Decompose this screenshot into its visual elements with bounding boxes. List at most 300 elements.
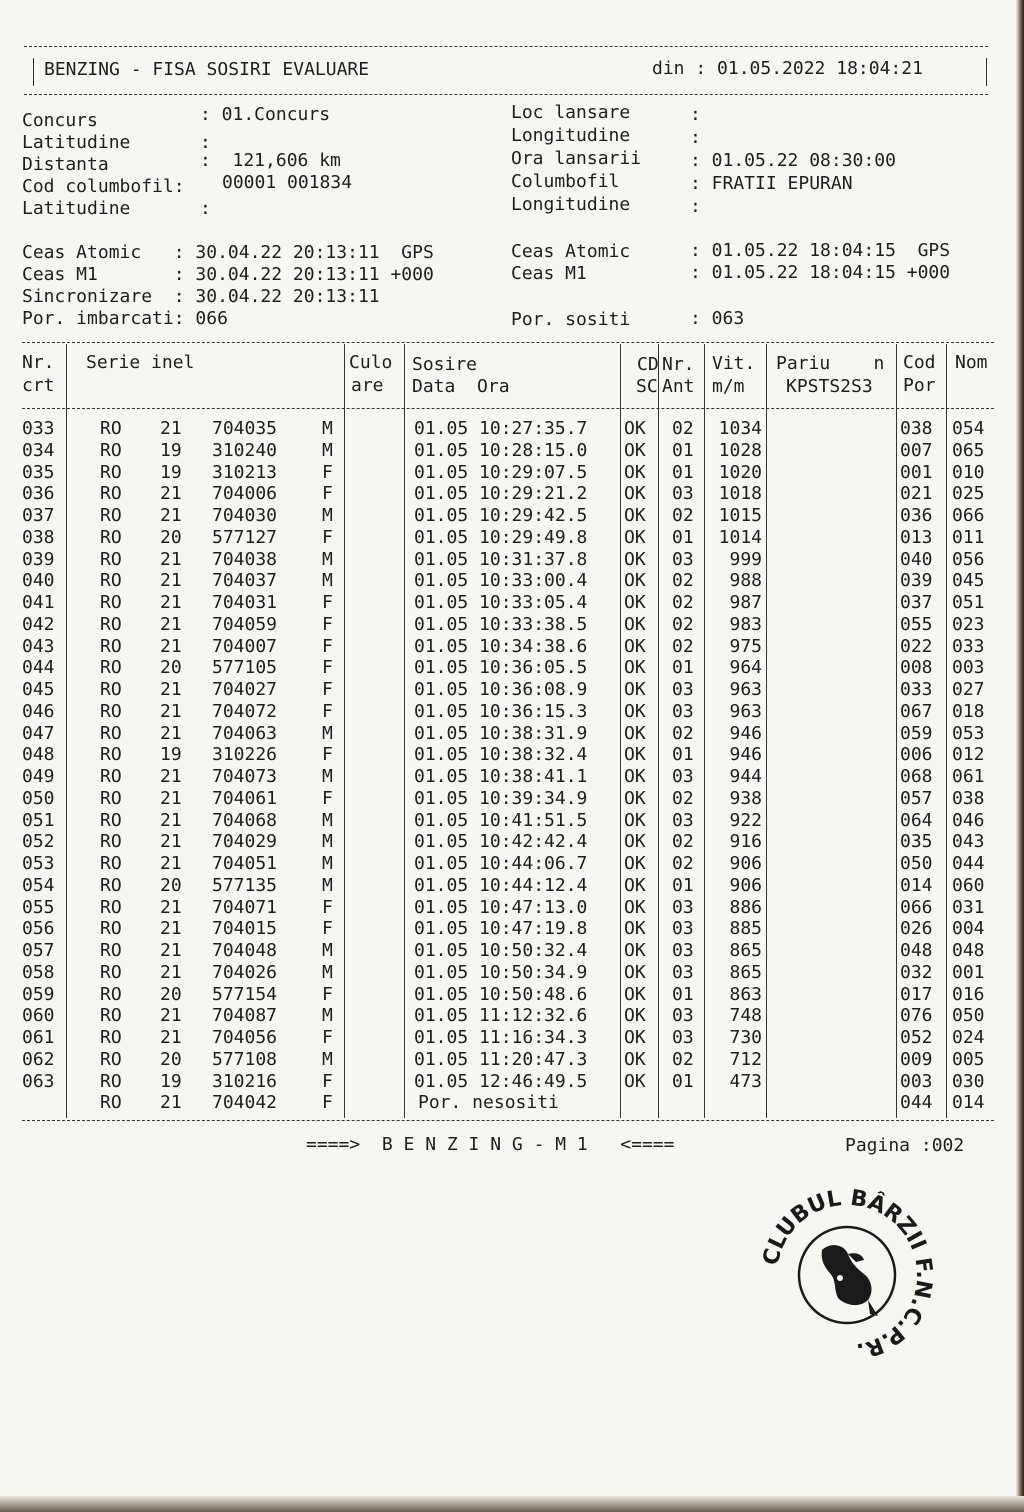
cell-cdsc: OK <box>624 1005 646 1027</box>
report-title: BENZING - FISA SOSIRI EVALUARE <box>44 59 370 80</box>
cell-ring-number: 577127 <box>212 526 278 548</box>
table-row <box>0 984 1024 1006</box>
cell-nr-ant: 02 <box>672 787 694 809</box>
cell-nr-crt: 033 <box>22 418 55 439</box>
cell-cod-por: 021 <box>900 483 933 505</box>
ora-lansarii-label: Ora lansarii <box>511 148 642 169</box>
cell-sex: F <box>322 483 333 505</box>
cell-country: RO <box>100 613 122 635</box>
cell-sosire: 01.05 10:44:12.4 <box>414 874 588 896</box>
table-row <box>0 483 1024 505</box>
cell-sex: M <box>322 853 333 874</box>
cell-nom: 050 <box>952 1005 985 1027</box>
header-right-edge <box>986 58 987 86</box>
cell-country: RO <box>100 592 122 613</box>
cell-cdsc: OK <box>624 961 646 983</box>
cell-nr-crt: 048 <box>22 744 55 766</box>
cell-viteza: 1020 <box>718 461 762 483</box>
cell-year: 19 <box>160 461 182 483</box>
cell-nr-crt: 047 <box>22 722 55 744</box>
cell-viteza: 963 <box>729 700 762 722</box>
cell-nom: 031 <box>952 896 985 918</box>
table-bottom-border <box>22 1120 994 1121</box>
cell-sex: M <box>322 1005 333 1027</box>
cell-year: 21 <box>160 505 182 526</box>
cell-nom: 025 <box>952 483 985 505</box>
cell-sosire: 01.05 10:50:34.9 <box>414 961 588 983</box>
cell-nom: 053 <box>952 722 985 744</box>
cell-nr-ant: 03 <box>672 918 694 940</box>
cell-country: RO <box>100 657 122 679</box>
cell-ring-number: 704063 <box>212 722 278 744</box>
cell-nr-crt: 046 <box>22 700 55 722</box>
cell-viteza: 946 <box>729 722 762 744</box>
top-border <box>24 46 988 47</box>
cell-nr-crt: 051 <box>22 809 55 831</box>
cell-nom: 005 <box>952 1048 985 1070</box>
cell-cdsc: OK <box>624 592 646 613</box>
cod-columbofil-label: Cod columbofil: <box>22 176 185 197</box>
cell-ring-number: 704038 <box>212 548 278 570</box>
cell-cdsc: OK <box>624 418 646 439</box>
cell-country: RO <box>100 722 122 744</box>
table-row <box>0 897 1024 919</box>
cell-nr-crt: 034 <box>22 439 55 461</box>
ceas-atomic-start: Ceas Atomic : 30.04.22 20:13:11 GPS <box>22 242 434 263</box>
header-nr-ant: Nr. <box>662 354 695 375</box>
cell-viteza: 1028 <box>718 439 762 461</box>
cell-nr-crt: 055 <box>22 896 55 918</box>
cell-country: RO <box>100 1048 122 1070</box>
cell-country: RO <box>100 505 122 526</box>
cell-cdsc: OK <box>624 744 646 766</box>
cell-sex: M <box>322 961 333 983</box>
cell-sex: M <box>322 1048 333 1070</box>
table-row <box>0 592 1024 614</box>
cell-country: RO <box>100 766 122 787</box>
ora-lansarii-value: : 01.05.22 08:30:00 <box>690 150 896 171</box>
footer-banner: ====> B E N Z I N G - M 1 <==== <box>306 1134 675 1155</box>
cell-country: RO <box>100 1005 122 1027</box>
stamp-ring-text: CLUBUL BÂRZII F.N.C.P.R. <box>758 1185 937 1364</box>
cell-sex: M <box>322 570 333 592</box>
cell-nr-ant: 01 <box>672 439 694 461</box>
cell-nr-crt: 037 <box>22 505 55 526</box>
cell-cod-por: 040 <box>900 548 933 570</box>
cell-nr-crt: 036 <box>22 483 55 505</box>
cell-year: 20 <box>160 1048 182 1070</box>
table-row <box>0 679 1024 701</box>
cell-cod-por: 066 <box>900 896 933 918</box>
table-row <box>0 962 1024 984</box>
cell-sosire: 01.05 10:44:06.7 <box>414 853 588 874</box>
cell-year: 21 <box>160 831 182 853</box>
cell-cod-por: 032 <box>900 961 933 983</box>
cell-sex: F <box>322 744 333 766</box>
cell-nom: 024 <box>952 1027 985 1048</box>
table-row <box>0 549 1024 571</box>
cell-country: RO <box>100 1092 122 1114</box>
cell-viteza: 748 <box>729 1005 762 1027</box>
header-mm: m/m <box>712 376 745 397</box>
cell-year: 21 <box>160 592 182 613</box>
cell-country: RO <box>100 700 122 722</box>
cell-year: 21 <box>160 940 182 961</box>
cell-cdsc: OK <box>624 983 646 1005</box>
cell-year: 19 <box>160 1070 182 1092</box>
cell-sosire: 01.05 10:33:05.4 <box>414 592 588 613</box>
cell-sex: M <box>322 722 333 744</box>
cell-sosire: 01.05 10:29:49.8 <box>414 526 588 548</box>
cell-nr-crt: 063 <box>22 1070 55 1092</box>
cell-nr-ant: 03 <box>672 766 694 787</box>
cell-nr-crt: 040 <box>22 570 55 592</box>
cell-nom: 066 <box>952 505 985 526</box>
cell-sex: F <box>322 461 333 483</box>
cell-nom: 038 <box>952 787 985 809</box>
cell-cdsc: OK <box>624 809 646 831</box>
porumbei-imbarcati: Por. imbarcati: 066 <box>22 308 228 329</box>
cell-sosire: 01.05 10:36:08.9 <box>414 679 588 700</box>
cell-cod-por: 033 <box>900 679 933 700</box>
cell-viteza: 1014 <box>718 526 762 548</box>
header-cod: Cod <box>903 352 936 373</box>
page-number: Pagina :002 <box>845 1135 965 1156</box>
cell-ring-number: 310226 <box>212 744 278 766</box>
cell-ring-number: 704072 <box>212 700 278 722</box>
cell-ring-number: 704007 <box>212 635 278 657</box>
cell-sex: F <box>322 1092 333 1114</box>
cell-nr-crt: 050 <box>22 787 55 809</box>
cell-cod-por: 035 <box>900 831 933 853</box>
cell-nom: 056 <box>952 548 985 570</box>
header-sosire: Sosire <box>412 354 478 375</box>
cell-sosire: 01.05 11:12:32.6 <box>414 1005 588 1027</box>
loc-lansare-value: : <box>690 104 701 125</box>
cell-sosire: 01.05 10:38:32.4 <box>414 744 588 766</box>
cell-year: 21 <box>160 700 182 722</box>
cell-viteza: 886 <box>729 896 762 918</box>
cell-year: 21 <box>160 483 182 505</box>
cell-sex: F <box>322 896 333 918</box>
cell-year: 21 <box>160 918 182 940</box>
cell-sex: F <box>322 679 333 700</box>
cell-sex: M <box>322 548 333 570</box>
cell-nr-crt: 060 <box>22 1005 55 1027</box>
cell-nr-ant: 02 <box>672 505 694 526</box>
cell-nr-crt: 054 <box>22 874 55 896</box>
cell-sosire: 01.05 11:20:47.3 <box>414 1048 588 1070</box>
porumbei-sositi-label: Por. sositi <box>511 309 631 330</box>
cell-year: 21 <box>160 961 182 983</box>
cell-country: RO <box>100 896 122 918</box>
cell-cod-por: 044 <box>900 1092 933 1114</box>
cell-country: RO <box>100 787 122 809</box>
cell-nom: 033 <box>952 635 985 657</box>
cell-year: 21 <box>160 809 182 831</box>
cell-sex: F <box>322 613 333 635</box>
cell-cod-por: 059 <box>900 722 933 744</box>
cell-viteza: 1018 <box>718 483 762 505</box>
pigeon-icon <box>822 1245 878 1316</box>
columbofil-value: : FRATII EPURAN <box>690 173 853 194</box>
header-crt: crt <box>22 375 55 396</box>
cell-ring-number: 310240 <box>212 439 278 461</box>
cell-year: 20 <box>160 874 182 896</box>
cell-sosire: 01.05 12:46:49.5 <box>414 1070 588 1092</box>
cell-sex: F <box>322 1070 333 1092</box>
cell-viteza: 988 <box>729 570 762 592</box>
table-row <box>0 1071 1024 1093</box>
cell-nr-ant: 01 <box>672 983 694 1005</box>
cell-viteza: 946 <box>729 744 762 766</box>
cell-nr-ant: 03 <box>672 940 694 961</box>
cell-year: 21 <box>160 722 182 744</box>
cell-nom: 043 <box>952 831 985 853</box>
cell-sex: M <box>322 940 333 961</box>
cell-nr-ant: 03 <box>672 679 694 700</box>
cell-nom: 045 <box>952 570 985 592</box>
header-ant: Ant <box>662 376 695 397</box>
cell-nom: 065 <box>952 439 985 461</box>
cell-cod-por: 057 <box>900 787 933 809</box>
cell-nom: 012 <box>952 744 985 766</box>
stamp-graphic <box>752 1180 942 1370</box>
cell-viteza: 963 <box>729 679 762 700</box>
cell-nr-crt: 038 <box>22 526 55 548</box>
header-kpsts: KPSTS2S3 <box>786 376 873 397</box>
cell-year: 21 <box>160 1092 182 1114</box>
cell-nom: 030 <box>952 1070 985 1092</box>
cell-viteza: 906 <box>729 874 762 896</box>
concurs-value: : 01.Concurs <box>200 104 331 125</box>
cell-cod-por: 003 <box>900 1070 933 1092</box>
report-date: din : 01.05.2022 18:04:21 <box>652 58 923 79</box>
cell-sosire: 01.05 10:36:05.5 <box>414 657 588 679</box>
cell-nom: 003 <box>952 657 985 679</box>
cell-nr-crt: 043 <box>22 635 55 657</box>
cell-cod-por: 017 <box>900 983 933 1005</box>
table-row <box>0 527 1024 549</box>
header-vit: Vit. <box>712 353 756 374</box>
cell-cod-por: 026 <box>900 918 933 940</box>
cell-nr-ant: 01 <box>672 874 694 896</box>
cell-nr-ant: 01 <box>672 1070 694 1092</box>
cell-cdsc: OK <box>624 439 646 461</box>
table-row <box>0 723 1024 745</box>
cell-viteza: 964 <box>729 657 762 679</box>
cell-nr-crt: 053 <box>22 853 55 874</box>
ceas-m1-end-value: : 01.05.22 18:04:15 +000 <box>690 262 951 283</box>
cell-sex: F <box>322 592 333 613</box>
cell-country: RO <box>100 874 122 896</box>
cell-ring-number: 704029 <box>212 831 278 853</box>
cell-sex: M <box>322 809 333 831</box>
latitudine2-value: : <box>200 198 211 219</box>
cell-cod-por: 076 <box>900 1005 933 1027</box>
cell-country: RO <box>100 439 122 461</box>
cell-cdsc: OK <box>624 483 646 505</box>
cell-ring-number: 704030 <box>212 505 278 526</box>
cell-country: RO <box>100 548 122 570</box>
scan-edge-bottom <box>0 1496 1024 1512</box>
cell-year: 21 <box>160 679 182 700</box>
cell-nom: 044 <box>952 853 985 874</box>
cell-country: RO <box>100 1027 122 1048</box>
cell-country: RO <box>100 679 122 700</box>
cell-ring-number: 704087 <box>212 1005 278 1027</box>
cell-cdsc: OK <box>624 505 646 526</box>
cell-sosire: 01.05 10:29:07.5 <box>414 461 588 483</box>
table-row <box>0 810 1024 832</box>
cell-cdsc: OK <box>624 874 646 896</box>
cell-ring-number: 704006 <box>212 483 278 505</box>
cell-nr-crt: 059 <box>22 983 55 1005</box>
cell-sex: F <box>322 635 333 657</box>
table-row <box>0 1005 1024 1027</box>
cell-nr-crt: 044 <box>22 657 55 679</box>
cell-ring-number: 704056 <box>212 1027 278 1048</box>
cell-nr-ant: 01 <box>672 657 694 679</box>
cell-cod-por: 052 <box>900 1027 933 1048</box>
cell-sosire: 01.05 11:16:34.3 <box>414 1027 588 1048</box>
cell-ring-number: 310216 <box>212 1070 278 1092</box>
cell-sex: F <box>322 983 333 1005</box>
cell-viteza: 999 <box>729 548 762 570</box>
cell-nr-crt: 061 <box>22 1027 55 1048</box>
cell-cdsc: OK <box>624 722 646 744</box>
cell-nom: 046 <box>952 809 985 831</box>
cell-year: 21 <box>160 766 182 787</box>
cell-ring-number: 704051 <box>212 853 278 874</box>
cell-year: 21 <box>160 570 182 592</box>
cell-nom: 004 <box>952 918 985 940</box>
cell-country: RO <box>100 483 122 505</box>
cell-nr-ant: 03 <box>672 548 694 570</box>
cell-sex: M <box>322 418 333 439</box>
cell-nr-ant: 02 <box>672 592 694 613</box>
cell-ring-number: 704068 <box>212 809 278 831</box>
cell-nom: 016 <box>952 983 985 1005</box>
cell-nom: 027 <box>952 679 985 700</box>
cell-nr-ant: 03 <box>672 700 694 722</box>
longitudine-label: Longitudine <box>511 125 631 146</box>
cell-cod-por: 048 <box>900 940 933 961</box>
cell-nr-ant: 02 <box>672 1048 694 1070</box>
table-row <box>0 701 1024 723</box>
cell-sosire: 01.05 10:47:19.8 <box>414 918 588 940</box>
cell-sosire: 01.05 10:50:48.6 <box>414 983 588 1005</box>
cell-country: RO <box>100 635 122 657</box>
ceas-m1-start: Ceas M1 : 30.04.22 20:13:11 +000 <box>22 264 434 285</box>
cell-year: 21 <box>160 787 182 809</box>
distanta-label: Distanta <box>22 154 109 175</box>
cell-cod-por: 006 <box>900 744 933 766</box>
cell-cod-por: 037 <box>900 592 933 613</box>
table-row <box>0 657 1024 679</box>
cell-cod-por: 064 <box>900 809 933 831</box>
cell-sex: F <box>322 787 333 809</box>
cell-year: 19 <box>160 439 182 461</box>
header-cd: CD <box>637 354 659 375</box>
cell-cod-por: 001 <box>900 461 933 483</box>
table-row <box>0 614 1024 636</box>
cell-sex: M <box>322 766 333 787</box>
ceas-atomic-end-value: : 01.05.22 18:04:15 GPS <box>690 240 951 261</box>
cell-country: RO <box>100 744 122 766</box>
cell-year: 21 <box>160 853 182 874</box>
cell-year: 21 <box>160 635 182 657</box>
cod-columbofil-value: 00001 001834 <box>222 172 353 193</box>
header-culo: Culo <box>349 352 393 373</box>
cell-country: RO <box>100 809 122 831</box>
cell-viteza: 863 <box>729 983 762 1005</box>
cell-country: RO <box>100 461 122 483</box>
cell-nom: 023 <box>952 613 985 635</box>
cell-cdsc: OK <box>624 700 646 722</box>
cell-cdsc: OK <box>624 831 646 853</box>
cell-cdsc: OK <box>624 1048 646 1070</box>
cell-nr-ant: 03 <box>672 1027 694 1048</box>
cell-sosire: 01.05 10:33:38.5 <box>414 613 588 635</box>
cell-ring-number: 704061 <box>212 787 278 809</box>
cell-nr-ant: 02 <box>672 722 694 744</box>
cell-cdsc: OK <box>624 570 646 592</box>
cell-nom: 060 <box>952 874 985 896</box>
cell-ring-number: 310213 <box>212 461 278 483</box>
cell-cod-por: 009 <box>900 1048 933 1070</box>
cell-sex: M <box>322 874 333 896</box>
cell-sosire: 01.05 10:29:21.2 <box>414 483 588 505</box>
table-top-border <box>22 342 994 343</box>
cell-nr-ant: 03 <box>672 961 694 983</box>
cell-cod-por: 068 <box>900 766 933 787</box>
cell-nr-ant: 02 <box>672 570 694 592</box>
cell-sosire: 01.05 10:41:51.5 <box>414 809 588 831</box>
cell-sosire: 01.05 10:47:13.0 <box>414 896 588 918</box>
cell-nr-crt: 056 <box>22 918 55 940</box>
cell-sex: M <box>322 505 333 526</box>
cell-cod-por: 038 <box>900 418 933 439</box>
cell-viteza: 473 <box>729 1070 762 1092</box>
cell-viteza: 944 <box>729 766 762 787</box>
cell-year: 21 <box>160 1005 182 1027</box>
cell-country: RO <box>100 940 122 961</box>
table-row <box>0 918 1024 940</box>
columbofil-label: Columbofil <box>511 171 620 192</box>
cell-country: RO <box>100 831 122 853</box>
cell-nom: 014 <box>952 1092 985 1114</box>
cell-viteza: 922 <box>729 809 762 831</box>
cell-sosire: 01.05 10:36:15.3 <box>414 700 588 722</box>
cell-country: RO <box>100 983 122 1005</box>
cell-cdsc: OK <box>624 461 646 483</box>
cell-sex: M <box>322 831 333 853</box>
cell-year: 19 <box>160 744 182 766</box>
table-row <box>0 570 1024 592</box>
cell-not-arrived: Por. nesositi <box>418 1092 559 1114</box>
cell-year: 20 <box>160 526 182 548</box>
cell-country: RO <box>100 526 122 548</box>
header-bottom-border <box>24 94 988 95</box>
cell-ring-number: 704037 <box>212 570 278 592</box>
cell-sosire: 01.05 10:50:32.4 <box>414 940 588 961</box>
latitudine-label: Latitudine <box>22 132 131 153</box>
cell-cod-por: 007 <box>900 439 933 461</box>
cell-nom: 048 <box>952 940 985 961</box>
cell-country: RO <box>100 853 122 874</box>
cell-sosire: 01.05 10:34:38.6 <box>414 635 588 657</box>
